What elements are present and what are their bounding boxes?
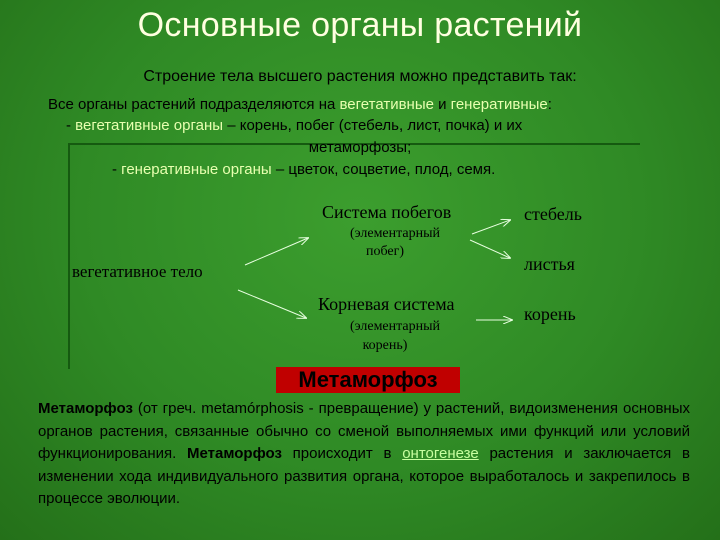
meta-term-2: Метаморфоз: [187, 445, 282, 463]
shoot-system-label: Система побегов: [322, 202, 452, 222]
veg-organs-line-2: метаморфозы;: [308, 139, 412, 156]
metamorphosis-paragraph: [38, 398, 690, 511]
gen-prefix: -: [112, 161, 122, 178]
meta-text-3: растения и заключается в изменении хода индивидуального развития органа, которое выработалось и закрепилось в процессе эволюции.: [38, 445, 690, 508]
metamorphosis-heading: Метаморфоз: [276, 367, 460, 393]
arrow-to-shoot: [245, 238, 308, 265]
intro-veg: вегетативные: [339, 96, 434, 113]
shoot-note-2: побег): [365, 244, 405, 259]
veg-prefix: -: [66, 117, 76, 134]
veg-body-label: вегетативное тело: [72, 262, 203, 281]
stem-label: стебель: [524, 204, 582, 224]
root-note-2: корень): [362, 338, 408, 353]
leaves-label: листья: [524, 254, 575, 274]
ontogenesis-link[interactable]: онтогенезе: [402, 445, 479, 463]
slide-subtitle: Строение тела высшего растения можно представить так:: [143, 68, 577, 85]
arrow-to-stem: [472, 220, 510, 234]
slide-title: Основные органы растений: [137, 6, 583, 44]
gen-rest: – цветок, соцветие, плод, семя.: [271, 161, 496, 178]
root-system-label: Корневая система: [318, 294, 455, 314]
meta-text-2: происходит в: [281, 445, 403, 463]
root-note-1: (элементарный: [349, 319, 441, 334]
veg-rest: – корень, побег (стебель, лист, почка) и их: [223, 117, 523, 134]
intro-gen: генеративные: [450, 96, 548, 113]
gen-term: генеративные органы: [121, 161, 272, 178]
intro-colon: :: [547, 96, 552, 113]
shoot-note-1: (элементарный: [349, 226, 441, 241]
arrow-to-leaves: [470, 240, 510, 258]
meta-term: Метаморфоз: [38, 400, 133, 417]
veg-term: вегетативные органы: [75, 117, 224, 134]
root-label: корень: [524, 304, 576, 324]
intro-and: и: [433, 96, 451, 113]
arrow-to-root: [238, 290, 306, 318]
intro-lead: Все органы растений подразделяются на: [48, 96, 340, 113]
meta-text-1: (от греч. metamórphosis - превращение) у растений, видоизменения основных органов растения, связанные обычно со сменой выполняемых ими функций или условий функционирования.: [38, 400, 690, 463]
